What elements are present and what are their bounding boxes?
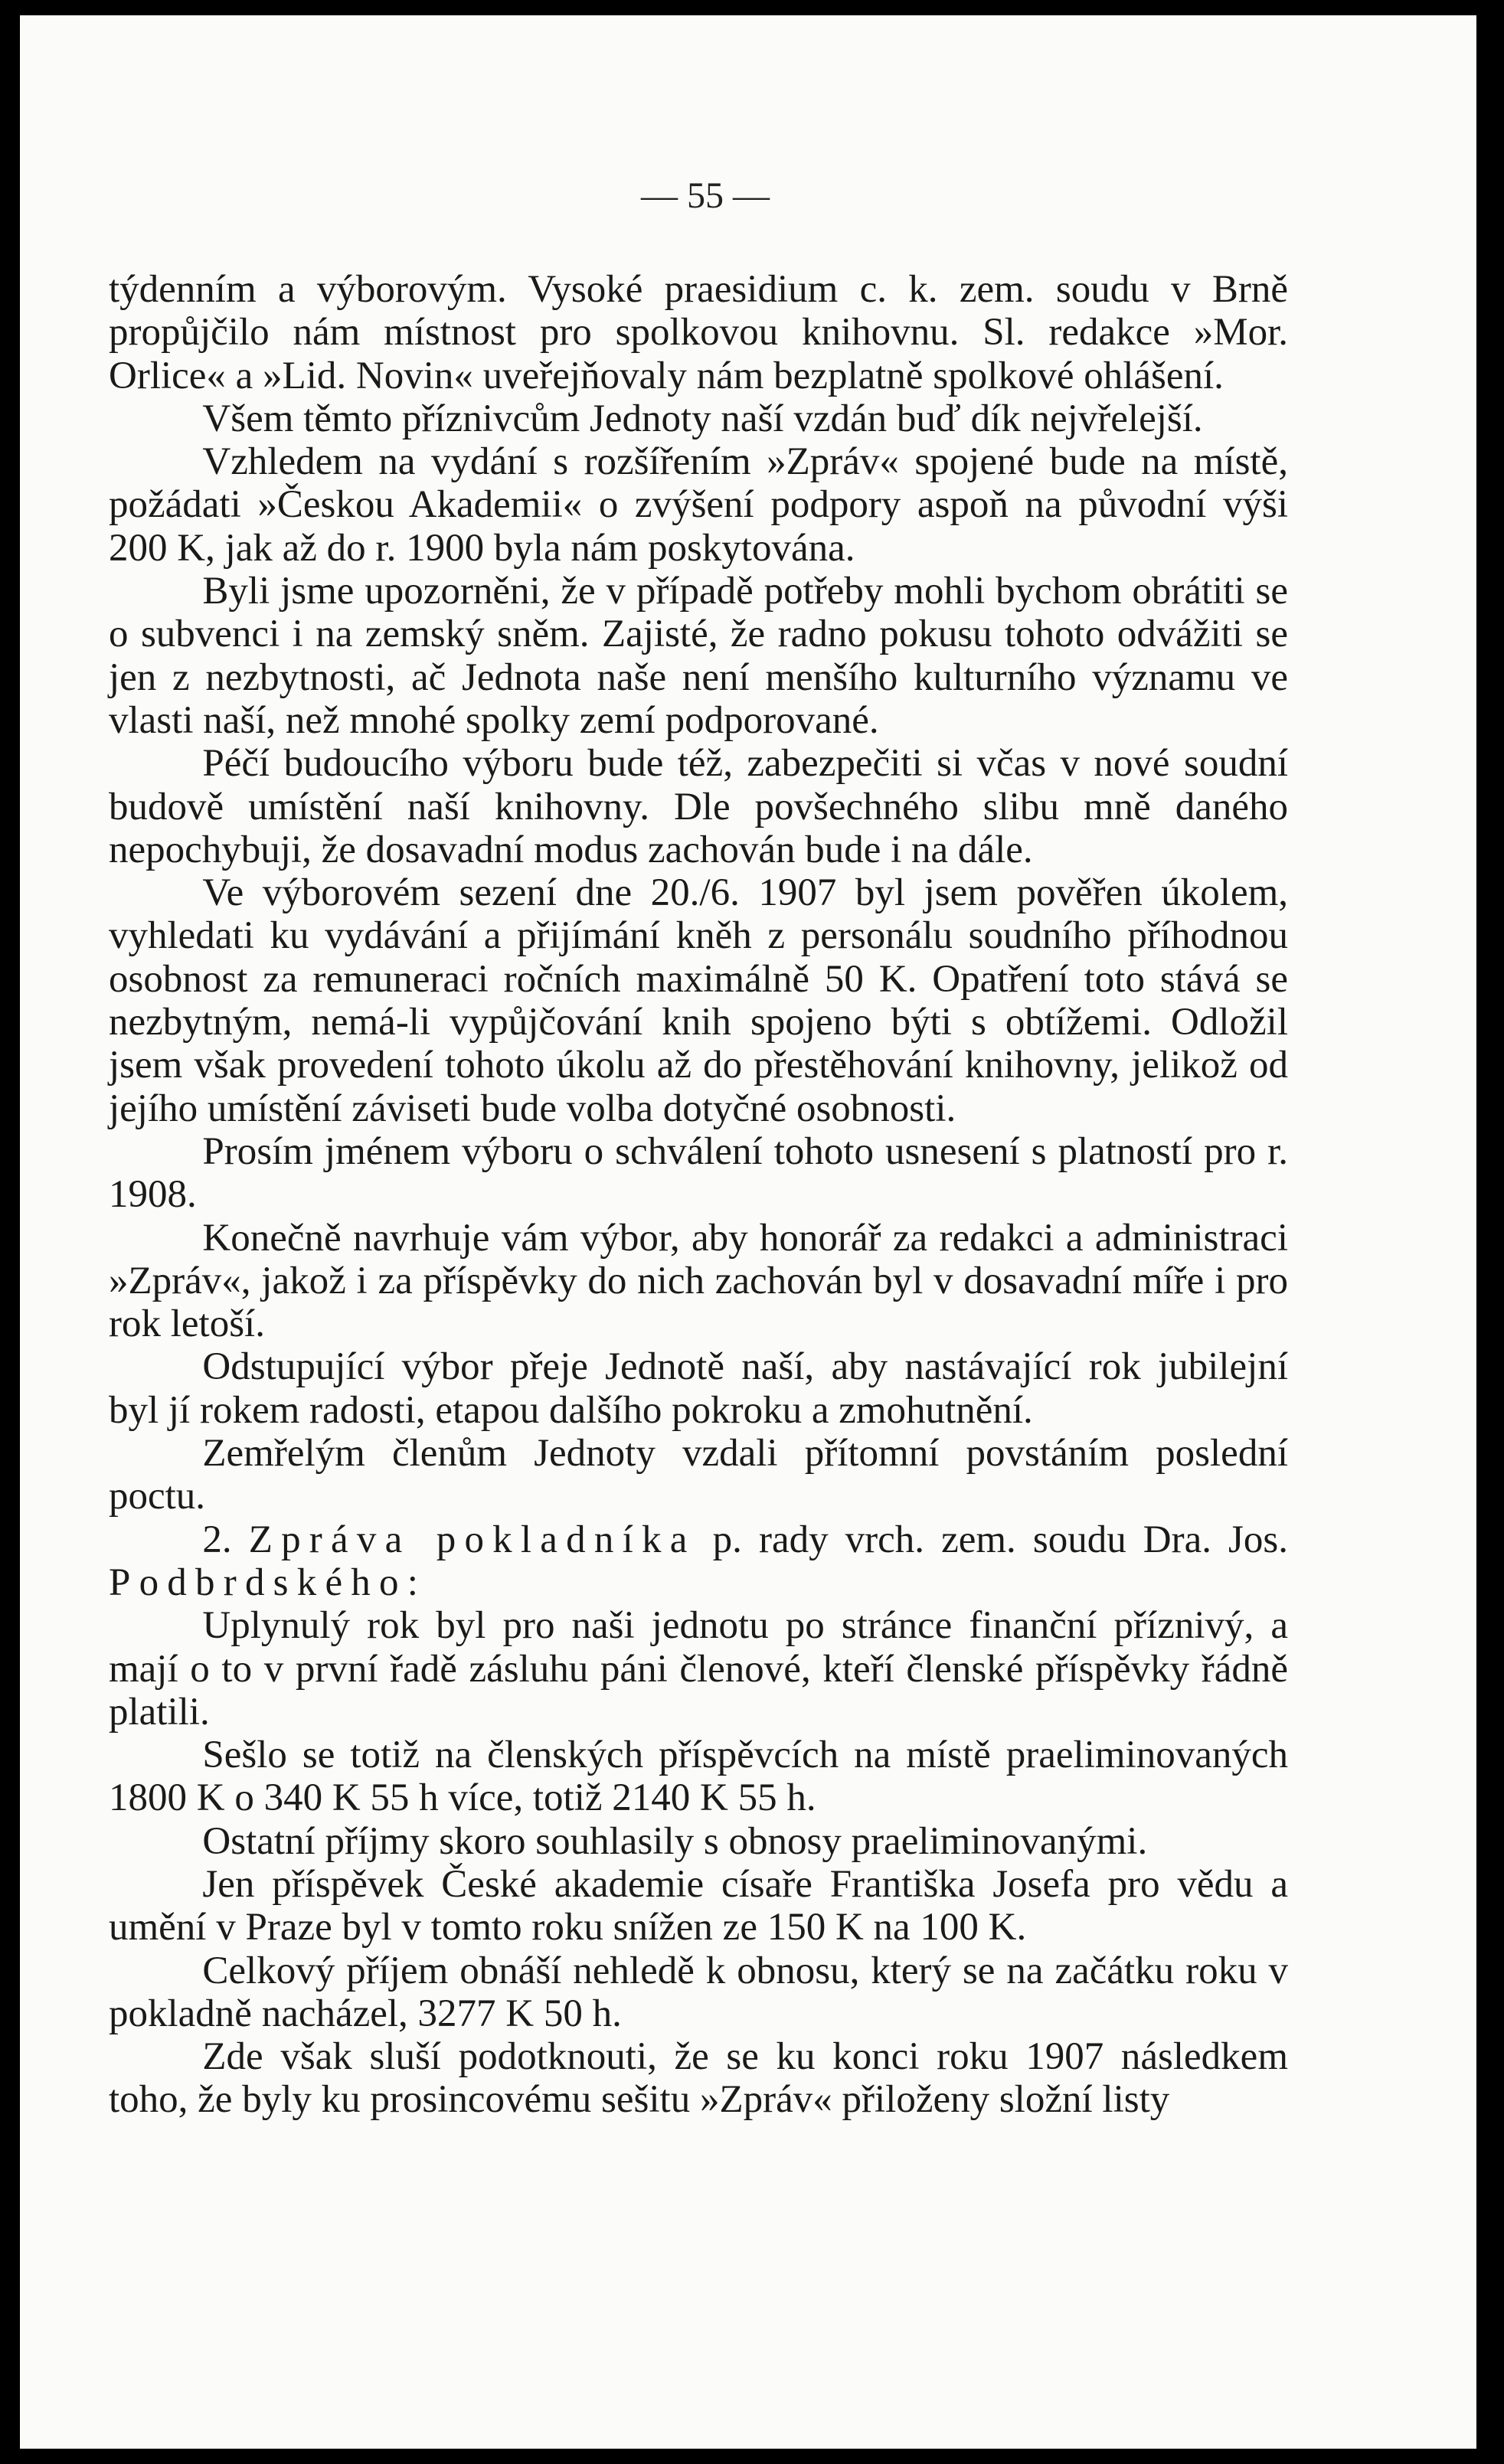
paragraph: Ostatní příjmy skoro souhlasily s obnosy praeliminovanými. — [202, 1819, 1148, 1863]
scanned-page — [20, 15, 1476, 2449]
paragraph: Jen příspěvek České akademie císaře Františka Josefa pro vědu a umění v Praze byl v tomto roku snížen ze 150 K na 100 K. — [109, 1862, 1288, 1949]
paragraph: Ve výborovém sezení dne 20./6. 1907 byl jsem pověřen úkolem, vyhledati ku vydávání a přijímání kněh z personálu soudního příhodnou osobnost za remuneraci ročních maximálně 50 K. Opatření toto stává se nezbytným, nemá-li vypůjčování knih spojeno býti s obtížemi. Odložil jsem však provedení tohoto úkolu až do přestěhování knihovny, jelikož od jejího umístění záviseti bude volba dotyčné osobnosti. — [109, 871, 1288, 1130]
section-number: 2. — [202, 1518, 232, 1561]
paragraph: Byli jsme upozorněni, že v případě potřeby mohli bychom obrátiti se o subvenci i na zemský sněm. Zajisté, že radno pokusu tohoto odvážiti se jen z nezbytnosti, ač Jednota naše není menšího kulturního významu ve vlasti naší, než mnohé spolky zemí podporované. — [109, 570, 1288, 742]
section-heading — [109, 1518, 1288, 1605]
body-text — [109, 268, 1288, 2122]
paragraph: týdenním a výborovým. Vysoké praesidium c. k. zem. soudu v Brně propůjčilo nám místnost pro spolkovou knihovnu. Sl. redakce »Mor. Orlice« a »Lid. Novin« uveřejňovaly nám bezplatně spolkové ohlášení. — [109, 268, 1288, 397]
paragraph: Všem těmto příznivcům Jednoty naší vzdán buď dík nejvřelejší. — [202, 397, 1203, 440]
paragraph: Odstupující výbor přeje Jednotě naší, aby nastávající rok jubilejní byl jí rokem radosti, etapou dalšího pokroku a zmohutnění. — [109, 1345, 1288, 1432]
paragraph: Celkový příjem obnáší nehledě k obnosu, který se na začátku roku v pokladně nacházel, 3277 K 50 h. — [109, 1949, 1288, 2035]
paragraph: Prosím jménem výboru o schválení tohoto usnesení s platností pro r. 1908. — [109, 1129, 1288, 1217]
section-title: Zpráva pokladníka — [248, 1518, 696, 1561]
paragraph: Sešlo se totiž na členských příspěvcích na místě praeliminovaných 1800 K o 340 K 55 h více, totiž 2140 K 55 h. — [109, 1734, 1288, 1820]
section-author-title: p. rady vrch. zem. soudu Dra. Jos. — [712, 1518, 1289, 1561]
paragraph: Péčí budoucího výboru bude též, zabezpečiti si včas v nové soudní budově umístění naší knihovny. Dle povšechného slibu mně daného nepochybuji, že dosavadní modus zachován bude i na dále. — [109, 742, 1288, 871]
paragraph: Uplynulý rok byl pro naši jednotu po stránce finanční příznivý, a mají o to v první řadě zásluhu páni členové, kteří členské příspěvky řádně platili. — [109, 1604, 1288, 1734]
paragraph: Konečně navrhuje vám výbor, aby honorář za redakci a administraci »Zpráv«, jakož i za příspěvky do nich zachován byl v dosavadní míře i pro rok letoší. — [109, 1216, 1288, 1346]
page-number: — 55 — — [641, 175, 770, 216]
paragraph: Zemřelým členům Jednoty vzdali přítomní povstáním poslední poctu. — [109, 1432, 1288, 1518]
section-author-name: Podbrdského: — [109, 1560, 427, 1604]
paragraph: Zde však sluší podotknouti, že se ku konci roku 1907 následkem toho, že byly ku prosincovému sešitu »Zpráv« přiloženy složní listy — [109, 2035, 1288, 2122]
paragraph: Vzhledem na vydání s rozšířením »Zpráv« spojené bude na místě, požádati »Českou Akademii« o zvýšení podpory aspoň na původní výši 200 K, jak až do r. 1900 byla nám poskytována. — [109, 440, 1288, 570]
